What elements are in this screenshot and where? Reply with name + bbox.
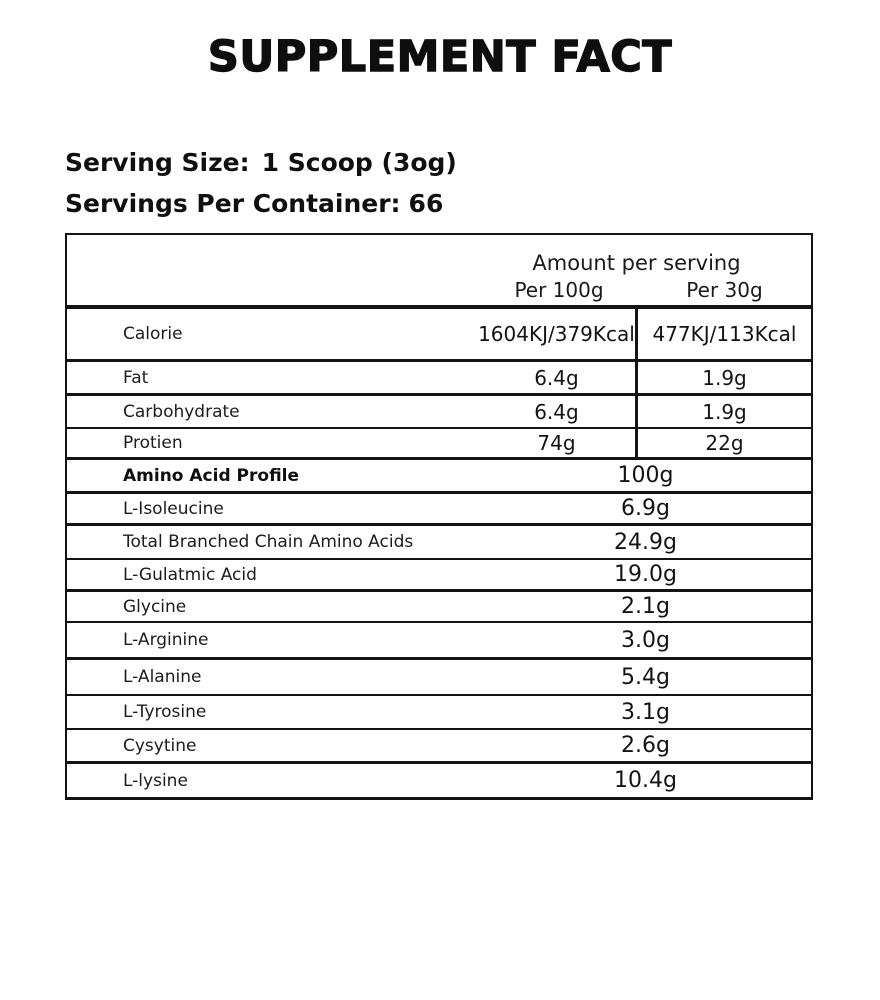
value-per-30g: 1.9g <box>635 362 811 393</box>
serving-size-label: Serving Size: <box>65 148 250 177</box>
row-label: L-Alanine <box>123 667 202 687</box>
row-label: Calorie <box>123 324 183 344</box>
servings-per-container-line <box>65 183 457 224</box>
row-label: Protien <box>123 433 183 453</box>
serving-size-value: 1 Scoop (3og) <box>261 148 457 177</box>
row-label: Carbohydrate <box>123 401 240 422</box>
amount-per-serving-header: Amount per serving <box>532 251 741 275</box>
table-header-row <box>67 235 811 309</box>
value-per-100g: 74g <box>537 431 576 455</box>
table-row-l-gulatmic-acid <box>67 560 811 592</box>
row-label: L-lysine <box>123 770 188 791</box>
table-header-right <box>480 235 811 305</box>
serving-info <box>65 142 457 224</box>
page-title: SUPPLEMENT FACT <box>207 32 673 82</box>
table-row-l-tyrosine <box>67 696 811 730</box>
supplement-facts-table <box>65 233 813 800</box>
row-value: 10.4g <box>614 768 677 793</box>
table-row-glycine <box>67 592 811 623</box>
table-row-l-arginine <box>67 623 811 660</box>
row-label: Total Branched Chain Amino Acids <box>123 532 414 552</box>
value-per-100g: 1604KJ/379Kcal <box>478 322 635 346</box>
row-label: L-Gulatmic Acid <box>123 564 257 585</box>
row-value: 24.9g <box>614 529 677 555</box>
table-row-l-isoleucine <box>67 494 811 526</box>
table-row-carbohydrate <box>67 396 811 429</box>
value-per-30g: 22g <box>635 429 811 457</box>
row-value: 3.0g <box>621 627 670 653</box>
per-30g-column-header: Per 30g <box>686 278 763 302</box>
value-per-100g: 6.4g <box>534 365 579 390</box>
row-label: Amino Acid Profile <box>123 465 300 486</box>
table-row-calorie <box>67 309 811 362</box>
servings-per-container-label: Servings Per Container: <box>65 189 401 218</box>
row-label: Fat <box>123 367 149 388</box>
row-value: 2.6g <box>621 733 670 758</box>
row-value: 3.1g <box>621 699 670 725</box>
table-row-fat <box>67 362 811 396</box>
column-headers <box>480 278 811 302</box>
row-value: 100g <box>617 463 674 488</box>
row-label: L-Arginine <box>123 630 209 650</box>
row-label: Cysytine <box>123 735 197 756</box>
row-value: 5.4g <box>621 664 670 690</box>
row-label: L-Tyrosine <box>123 702 207 722</box>
table-row-cysytine <box>67 730 811 764</box>
row-value: 6.9g <box>621 496 670 521</box>
row-label: Glycine <box>123 596 187 617</box>
value-per-30g: 477KJ/113Kcal <box>635 309 811 359</box>
row-label: L-Isoleucine <box>123 498 224 519</box>
per-100g-column-header: Per 100g <box>514 278 604 302</box>
table-row-l-lysine <box>67 764 811 797</box>
table-row-l-alanine <box>67 660 811 696</box>
table-row-total-bcaa <box>67 526 811 560</box>
row-value: 19.0g <box>614 562 677 587</box>
value-per-30g: 1.9g <box>635 396 811 427</box>
table-row-protien <box>67 429 811 460</box>
table-row-amino-acid-profile <box>67 460 811 494</box>
servings-per-container-value: 66 <box>408 189 444 218</box>
value-per-100g: 6.4g <box>534 399 579 424</box>
row-value: 2.1g <box>621 594 670 619</box>
serving-size-line <box>65 142 457 183</box>
